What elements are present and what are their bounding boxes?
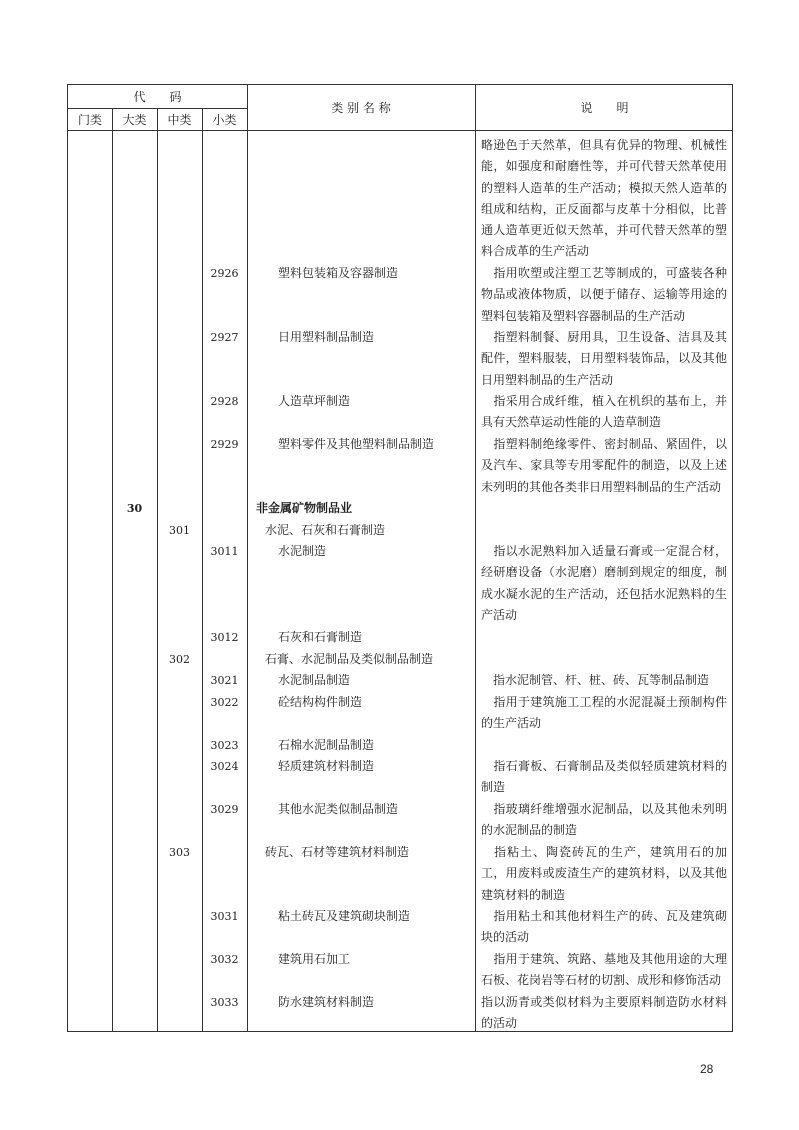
col-divider: [247, 85, 248, 1031]
header-divider: [68, 108, 247, 109]
description-text: 指用于建筑施工工程的水泥混凝土预制构件的生产活动: [481, 695, 727, 731]
category-description: [481, 949, 727, 992]
header-bottom-line: [68, 130, 732, 131]
code-xiao: 3012: [210, 631, 239, 644]
code-xiao: 3029: [210, 803, 239, 816]
header-desc: 说 明: [580, 101, 629, 115]
header-men: 门类: [77, 113, 102, 127]
code-da: 30: [126, 502, 143, 515]
description-text: 指用吹塑或注塑工艺等制成的，可盛装各种物品或液体物质，以便于储存、运输等用途的塑料包装箱及塑料容器制品的生产活动: [481, 266, 727, 323]
col-divider: [475, 85, 476, 1031]
code-xiao: 3033: [210, 996, 239, 1009]
description-text: 指塑料制绝缘零件、密封制品、紧固件，以及汽车、家具等专用零配件的制造，以及上述未列明的其他各类非日用塑料制品的生产活动: [481, 437, 727, 494]
category-name: 塑料零件及其他塑料制品制造: [278, 437, 435, 451]
description-text: 指以水泥熟料加入适量石膏或一定混合材，经研磨设备（水泥磨）磨制到规定的细度，制成水凝水泥的生产活动，还包括水泥熟料的生产活动: [481, 544, 727, 622]
description-text: 指玻璃纤维增强水泥制品，以及其他未列明的水泥制品的制造: [481, 802, 727, 838]
code-zhong: 302: [169, 653, 190, 666]
description-text: 指采用合成纤维，植入在机织的基布上，并具有天然草运动性能的人造草制造: [481, 394, 727, 430]
category-description: [481, 135, 727, 263]
category-description: [481, 799, 727, 842]
code-zhong: 301: [169, 524, 190, 537]
col-divider: [112, 109, 113, 1031]
category-description: [481, 842, 727, 906]
category-name: 防水建筑材料制造: [278, 995, 375, 1009]
category-name: 轻质建筑材料制造: [278, 759, 375, 773]
code-xiao: 2928: [210, 395, 239, 408]
code-xiao: 3024: [210, 760, 239, 773]
description-text: 指用于建筑、筑路、墓地及其他用途的大理石板、花岗岩等石材的切割、成形和修饰活动: [481, 952, 727, 988]
category-name: 石膏、水泥制品及类似制品制造: [265, 652, 434, 666]
category-name: 非金属矿物制品业: [256, 501, 353, 515]
code-xiao: 2929: [210, 438, 239, 451]
code-xiao: 3031: [210, 910, 239, 923]
code-xiao: 2927: [210, 331, 239, 344]
code-zhong: 303: [169, 846, 190, 859]
category-description: [481, 327, 727, 391]
category-description: [481, 541, 727, 626]
category-description: [481, 391, 727, 434]
classification-table: [67, 84, 733, 1032]
category-name: 日用塑料制品制造: [278, 330, 375, 344]
col-divider: [157, 109, 158, 1031]
category-description: [481, 906, 727, 949]
category-description: [481, 692, 727, 735]
header-code: 代 码: [133, 90, 182, 104]
code-xiao: 3021: [210, 674, 239, 687]
description-text: 略逊色于天然革，但具有优异的物理、机械性能，如强度和耐磨性等，并可代替天然革使用的塑料人造革的生产活动；模拟天然人造革的组成和结构，正反面都与皮革十分相似，比普通人造革更近似天然革，并可代替天然革的塑料合成革的生产活动: [481, 138, 727, 259]
header-name: 类 别 名 称: [331, 101, 391, 115]
category-name: 石棉水泥制品制造: [278, 738, 375, 752]
code-xiao: 3022: [210, 696, 239, 709]
description-text: 指石膏板、石膏制品及类似轻质建筑材料的制造: [481, 759, 727, 795]
category-description: [481, 434, 727, 498]
header-zhong: 中类: [167, 113, 192, 127]
category-name: 砼结构构件制造: [278, 695, 363, 709]
description-text: 指以沥青或类似材料为主要原料制造防水材料的活动: [481, 995, 727, 1031]
category-name: 建筑用石加工: [278, 952, 351, 966]
page-number: 28: [700, 1062, 714, 1076]
description-text: 指水泥制管、杆、桩、砖、瓦等制品制造: [493, 673, 710, 687]
description-text: 指用粘土和其他材料生产的砖、瓦及建筑砌块的活动: [481, 909, 727, 945]
category-description: [481, 263, 727, 327]
category-name: 水泥、石灰和石膏制造: [265, 523, 386, 537]
description-text: 指塑料制餐、厨用具，卫生设备、洁具及其配件，塑料服装，日用塑料装饰品，以及其他日用塑料制品的生产活动: [481, 330, 727, 387]
header-xiao: 小类: [212, 113, 237, 127]
code-xiao: 3011: [210, 545, 239, 558]
category-name: 砖瓦、石材等建筑材料制造: [265, 845, 410, 859]
category-name: 水泥制品制造: [278, 673, 351, 687]
code-xiao: 3032: [210, 953, 239, 966]
code-xiao: 3023: [210, 739, 239, 752]
description-text: 指粘土、陶瓷砖瓦的生产，建筑用石的加工，用废料或废渣生产的建筑材料，以及其他建筑材料的制造: [481, 845, 727, 902]
category-name: 水泥制造: [278, 544, 327, 558]
col-divider: [202, 109, 203, 1031]
header-da: 大类: [122, 113, 147, 127]
category-name: 塑料包装箱及容器制造: [278, 266, 399, 280]
category-description: [481, 756, 727, 799]
category-name: 人造草坪制造: [278, 394, 351, 408]
category-name: 其他水泥类似制品制造: [278, 802, 399, 816]
category-name: 石灰和石膏制造: [278, 630, 363, 644]
code-xiao: 2926: [210, 267, 239, 280]
category-description: [481, 670, 727, 691]
category-name: 粘土砖瓦及建筑砌块制造: [278, 909, 411, 923]
category-description: [481, 992, 727, 1035]
